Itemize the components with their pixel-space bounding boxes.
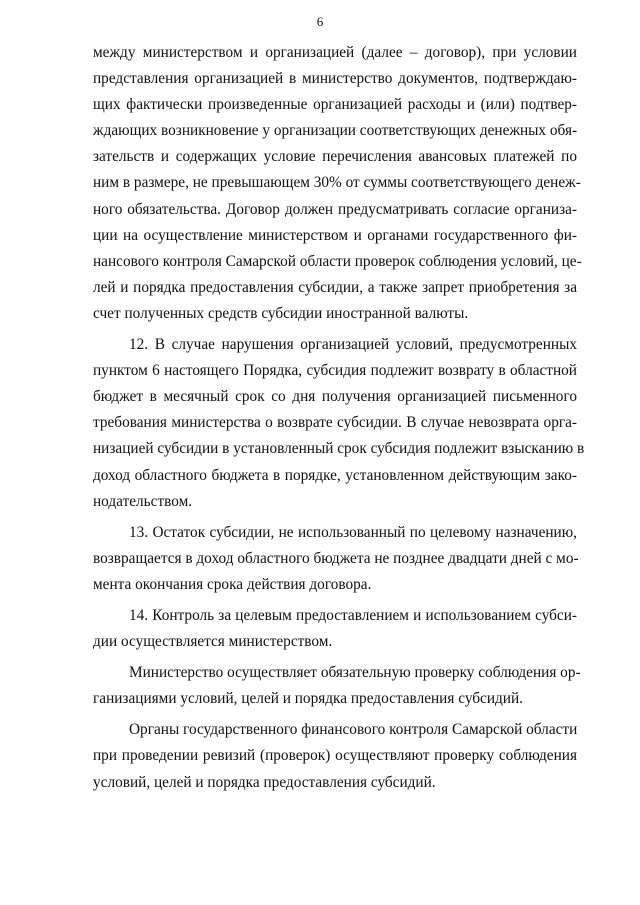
text-line: дии осуществляется министерством. bbox=[93, 633, 333, 651]
text-line: Министерство осуществляет обязательную проверку соблюдения ор- bbox=[129, 664, 581, 682]
text-line: ним в размере, не превышающем 30% от суммы соответствующего денеж- bbox=[93, 174, 581, 192]
text-line: требования министерства о возврате субсидии. В случае невозврата орга- bbox=[93, 414, 577, 432]
text-line: мента окончания срока действия договора. bbox=[93, 575, 372, 593]
text-line: бюджет в месячный срок со дня получения организацией письменного bbox=[93, 388, 577, 406]
text-line: 12. В случае нарушения организацией условий, предусмотренных bbox=[129, 336, 577, 354]
text-line: 14. Контроль за целевым предоставлением и использованием субси- bbox=[129, 606, 577, 624]
document-body bbox=[93, 40, 585, 796]
text-line: щих фактически произведенные организацией расходы и (или) подтвер- bbox=[93, 96, 577, 114]
text-line: лей и порядка предоставления субсидии, а также запрет приобретения за bbox=[93, 278, 577, 296]
text-line: нансового контроля Самарской области проверок соблюдения условий, це- bbox=[93, 252, 582, 270]
text-line: нодательством. bbox=[93, 492, 193, 510]
text-line: условий, целей и порядка предоставления субсидий. bbox=[93, 773, 436, 791]
text-line: пунктом 6 настоящего Порядка, субсидия подлежит возврату в областной bbox=[93, 362, 577, 380]
paragraph-continuation bbox=[93, 40, 582, 327]
text-line: между министерством и организацией (далее – договор), при условии bbox=[93, 44, 577, 61]
text-line: Органы государственного финансового контроля Самарской области bbox=[129, 721, 578, 739]
text-line: ного обязательства. Договор должен предусматривать согласие организа- bbox=[93, 200, 577, 218]
page-number: 6 bbox=[316, 14, 324, 29]
paragraph-item-14 bbox=[93, 603, 577, 655]
paragraph-item-13 bbox=[93, 520, 577, 598]
text-line: 13. Остаток субсидии, не использованный по целевому назначению, bbox=[129, 523, 577, 541]
paragraph-item-12 bbox=[93, 332, 585, 515]
text-line: счет полученных средств субсидии иностранной валюты. bbox=[93, 304, 469, 322]
paragraph-financial-control bbox=[93, 717, 577, 795]
text-line: представления организацией в министерство документов, подтверждаю- bbox=[93, 70, 577, 88]
text-line: ганизациями условий, целей и порядка предоставления субсидий. bbox=[93, 690, 524, 708]
text-line: низацией субсидии в установленный срок субсидия подлежит взысканию в bbox=[93, 440, 585, 458]
text-line: при проведении ревизий (проверок) осуществляют проверку соблюдения bbox=[93, 747, 577, 765]
text-line: доход областного бюджета в порядке, установленном действующим зако- bbox=[93, 466, 577, 484]
text-line: ции на осуществление министерством и органами государственного фи- bbox=[93, 226, 577, 244]
text-line: ждающих возникновение у организации соответствующих денежных обя- bbox=[93, 122, 578, 140]
paragraph-ministry-check bbox=[93, 660, 581, 712]
text-line: возвращается в доход областного бюджета не позднее двадцати дней с мо- bbox=[93, 549, 579, 567]
text-line: зательств и содержащих условие перечисления авансовых платежей по bbox=[93, 148, 577, 166]
